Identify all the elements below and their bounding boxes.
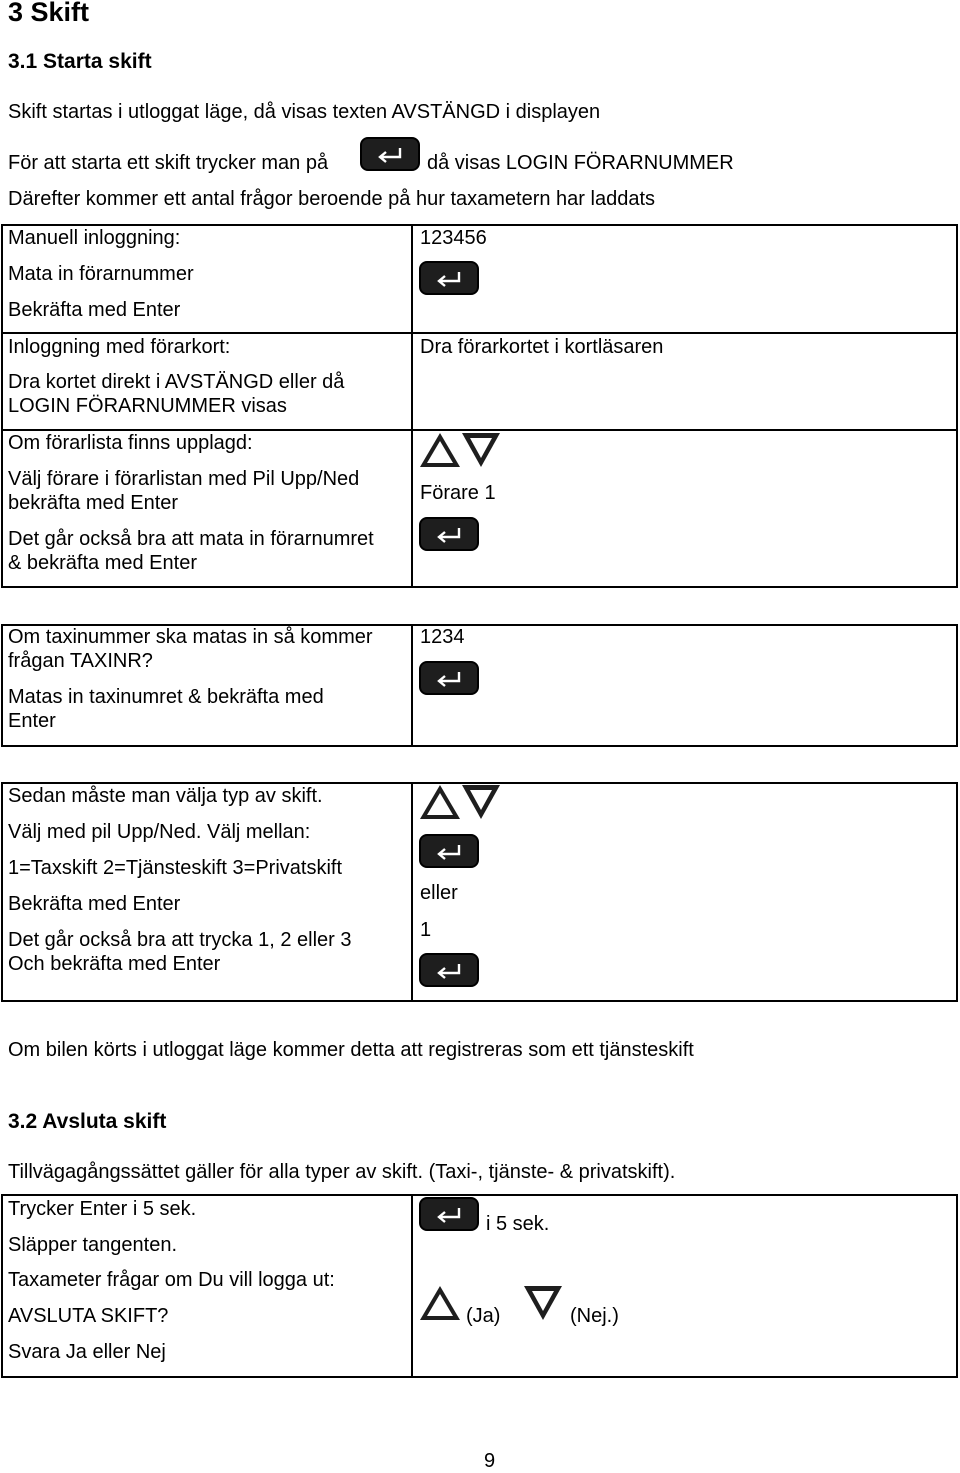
shift-type-line-4: Bekräfta med Enter bbox=[8, 893, 181, 915]
manual-login-line-2: Bekräfta med Enter bbox=[8, 299, 181, 321]
shift-type-line-6: Och bekräfta med Enter bbox=[8, 953, 221, 975]
end-intro: Tillvägagångssättet gäller för alla typer av skift. (Taxi-, tjänste- & privatskift). bbox=[8, 1161, 676, 1183]
driver-list-line-3: Det går också bra att mata in förarnumret bbox=[8, 528, 374, 550]
taxi-line-4: Enter bbox=[8, 710, 56, 732]
manual-login-value: 123456 bbox=[420, 227, 487, 249]
manual-login-title: Manuell inloggning: bbox=[8, 227, 181, 249]
driver-list-line-2: bekräfta med Enter bbox=[8, 492, 179, 514]
enter-key-icon bbox=[419, 661, 479, 695]
enter-key-icon bbox=[419, 953, 479, 987]
manual-login-line-1: Mata in förarnummer bbox=[8, 263, 194, 285]
logout-line-3: Taxameter frågar om Du vill logga ut: bbox=[8, 1269, 335, 1291]
intro-line-2a: För att starta ett skift trycker man på bbox=[8, 152, 329, 174]
shift-type-or-label: eller bbox=[420, 882, 458, 904]
logout-line-2: Släpper tangenten. bbox=[8, 1234, 178, 1256]
section-heading-start: 3.1 Starta skift bbox=[8, 50, 152, 73]
arrow-down-key-icon bbox=[460, 783, 502, 821]
card-login-line-2: LOGIN FÖRARNUMMER visas bbox=[8, 395, 287, 417]
shift-type-value: 1 bbox=[420, 919, 432, 941]
card-login-line-1: Dra kortet direkt i AVSTÄNGD eller då bbox=[8, 371, 345, 393]
shift-type-line-3: 1=Taxskift 2=Tjänsteskift 3=Privatskift bbox=[8, 857, 343, 879]
arrow-down-key-icon bbox=[460, 431, 502, 469]
taxi-line-1: Om taxinummer ska matas in så kommer bbox=[8, 626, 373, 648]
shift-type-line-2: Välj med pil Upp/Ned. Välj mellan: bbox=[8, 821, 311, 843]
logout-line-1: Trycker Enter i 5 sek. bbox=[8, 1198, 197, 1220]
page-number: 9 bbox=[484, 1450, 496, 1472]
enter-key-icon bbox=[419, 834, 479, 868]
enter-key-icon bbox=[419, 517, 479, 551]
shift-type-line-1: Sedan måste man välja typ av skift. bbox=[8, 785, 323, 807]
taxi-line-2: frågan TAXINR? bbox=[8, 650, 153, 672]
card-login-title: Inloggning med förarkort: bbox=[8, 336, 231, 358]
logout-line-5: Svara Ja eller Nej bbox=[8, 1341, 166, 1363]
taxi-line-3: Matas in taxinumret & bekräfta med bbox=[8, 686, 324, 708]
enter-key-icon bbox=[419, 261, 479, 295]
shift-type-line-5: Det går också bra att trycka 1, 2 eller 3 bbox=[8, 929, 352, 951]
arrow-up-key-icon bbox=[418, 431, 462, 469]
taxi-value: 1234 bbox=[420, 626, 465, 648]
yes-label: (Ja) bbox=[466, 1305, 501, 1327]
driver-list-title: Om förarlista finns upplagd: bbox=[8, 432, 253, 454]
enter-key-icon bbox=[360, 137, 420, 171]
main-heading: 3 Skift bbox=[8, 0, 90, 27]
arrow-up-key-icon bbox=[418, 783, 462, 821]
arrow-down-key-icon bbox=[522, 1284, 564, 1322]
hold-duration-label: i 5 sek. bbox=[486, 1213, 550, 1235]
driver-list-value: Förare 1 bbox=[420, 482, 496, 504]
arrow-up-key-icon bbox=[418, 1284, 462, 1322]
intro-line-2b: då visas LOGIN FÖRARNUMMER bbox=[427, 152, 734, 174]
note-text: Om bilen körts i utloggat läge kommer detta att registreras som ett tjänsteskift bbox=[8, 1039, 694, 1061]
enter-key-icon bbox=[419, 1197, 479, 1231]
driver-list-line-1: Välj förare i förarlistan med Pil Upp/Ned bbox=[8, 468, 360, 490]
driver-list-line-4: & bekräfta med Enter bbox=[8, 552, 197, 574]
section-heading-end: 3.2 Avsluta skift bbox=[8, 1110, 167, 1133]
intro-line-3: Därefter kommer ett antal frågor beroende på hur taxametern har laddats bbox=[8, 188, 656, 210]
card-login-value: Dra förarkortet i kortläsaren bbox=[420, 336, 664, 358]
no-label: (Nej.) bbox=[570, 1305, 619, 1327]
intro-line-1: Skift startas i utloggat läge, då visas texten AVSTÄNGD i displayen bbox=[8, 101, 601, 123]
logout-line-4: AVSLUTA SKIFT? bbox=[8, 1305, 169, 1327]
